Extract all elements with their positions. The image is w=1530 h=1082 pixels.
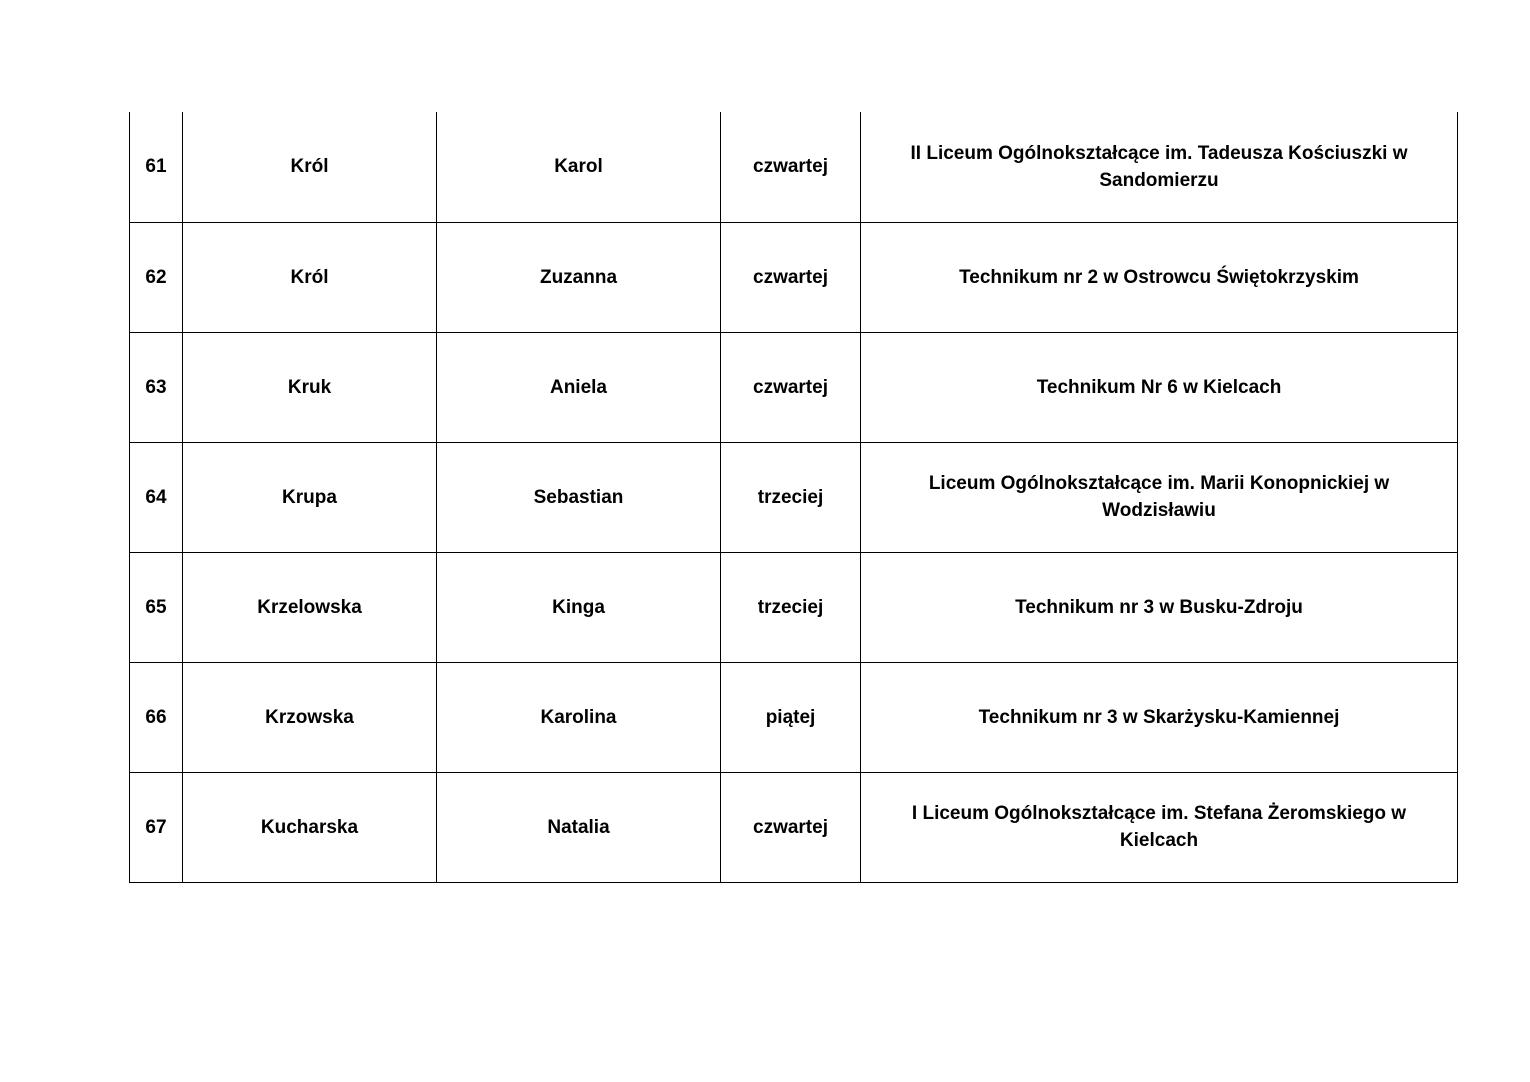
cell-class: czwartej <box>721 222 861 332</box>
cell-number: 62 <box>130 222 183 332</box>
cell-school: I Liceum Ogólnokształcące im. Stefana Żeromskiego w Kielcach <box>861 772 1458 882</box>
cell-surname: Krzelowska <box>183 552 437 662</box>
cell-class: trzeciej <box>721 552 861 662</box>
cell-first-name: Sebastian <box>437 442 721 552</box>
cell-first-name: Aniela <box>437 332 721 442</box>
cell-first-name: Karolina <box>437 662 721 772</box>
cell-first-name: Zuzanna <box>437 222 721 332</box>
table-row <box>130 662 1458 772</box>
cell-surname: Król <box>183 112 437 222</box>
cell-school: Technikum nr 2 w Ostrowcu Świętokrzyskim <box>861 222 1458 332</box>
cell-school: Technikum nr 3 w Skarżysku-Kamiennej <box>861 662 1458 772</box>
cell-first-name: Kinga <box>437 552 721 662</box>
students-table <box>129 112 1458 883</box>
cell-number: 66 <box>130 662 183 772</box>
cell-surname: Krupa <box>183 442 437 552</box>
table-row <box>130 222 1458 332</box>
cell-surname: Kucharska <box>183 772 437 882</box>
cell-surname: Kruk <box>183 332 437 442</box>
table-row <box>130 772 1458 882</box>
cell-class: czwartej <box>721 772 861 882</box>
cell-class: trzeciej <box>721 442 861 552</box>
cell-number: 64 <box>130 442 183 552</box>
cell-number: 61 <box>130 112 183 222</box>
cell-school: Technikum nr 3 w Busku-Zdroju <box>861 552 1458 662</box>
cell-school: Liceum Ogólnokształcące im. Marii Konopnickiej w Wodzisławiu <box>861 442 1458 552</box>
table-row <box>130 332 1458 442</box>
cell-class: czwartej <box>721 332 861 442</box>
cell-first-name: Karol <box>437 112 721 222</box>
table-row <box>130 112 1458 222</box>
cell-number: 67 <box>130 772 183 882</box>
cell-surname: Król <box>183 222 437 332</box>
cell-school: II Liceum Ogólnokształcące im. Tadeusza Kościuszki w Sandomierzu <box>861 112 1458 222</box>
cell-number: 63 <box>130 332 183 442</box>
cell-first-name: Natalia <box>437 772 721 882</box>
cell-surname: Krzowska <box>183 662 437 772</box>
table-row <box>130 552 1458 662</box>
cell-class: piątej <box>721 662 861 772</box>
cell-class: czwartej <box>721 112 861 222</box>
table-row <box>130 442 1458 552</box>
cell-school: Technikum Nr 6 w Kielcach <box>861 332 1458 442</box>
cell-number: 65 <box>130 552 183 662</box>
